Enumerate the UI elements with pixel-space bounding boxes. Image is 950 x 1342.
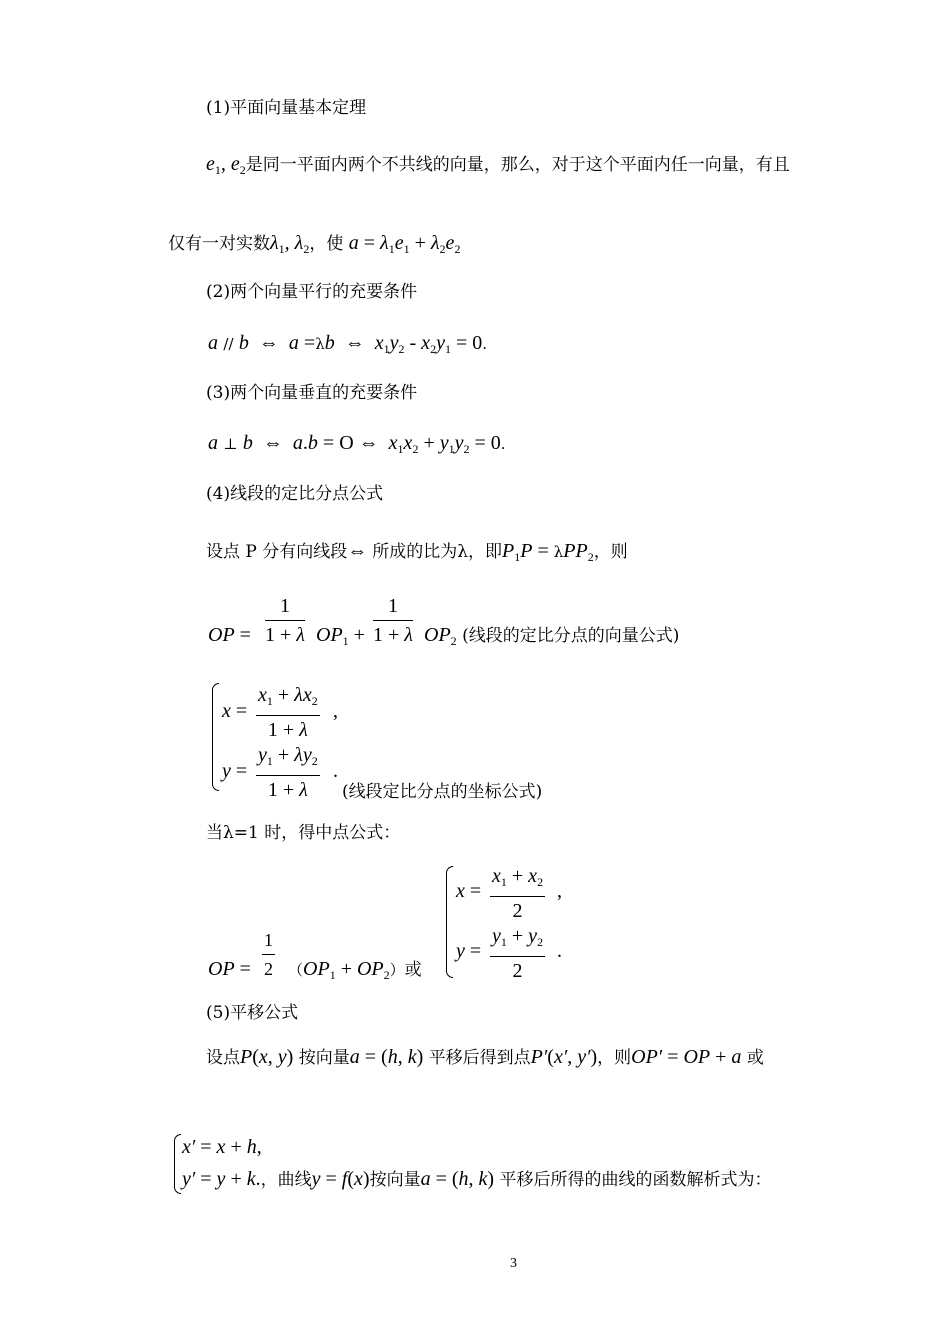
section-4-line-1-b: 所成的比为λ，即 (372, 542, 503, 562)
section-5-line-1-a: 设点 (206, 1048, 240, 1068)
fraction-y-midpoint: $\frac{y_1 + y_2}{2}$ (492, 925, 544, 982)
section-4-line-1-a: 设点 P 分有向线段 (206, 542, 348, 562)
section-5-line-1-c: 平移后得到点 (428, 1048, 531, 1068)
section-5-line-1-e: 或 (746, 1048, 764, 1068)
section-1-title: (1)平面向量基本定理 (206, 98, 367, 118)
section-1-line-2-comma: ，使 (309, 234, 344, 254)
midpoint-vector-formula: OP = (208, 958, 251, 980)
section-5-line-1-b: 按向量 (298, 1048, 350, 1068)
section-4-line-1-c: ，则 (593, 542, 628, 562)
section-5-line-2-b: 按向量 (369, 1170, 421, 1190)
section-point-vector-formula: OP = (208, 624, 251, 646)
midpoint-or-text: 或 (404, 960, 422, 980)
section-1-line-1-text: 是同一平面内两个不共线的向量，那么，对于这个平面内任一向量，有且 (245, 155, 790, 175)
vector-formula-note: (线段的定比分点的向量公式) (462, 626, 680, 646)
coordinate-formula-brace (212, 683, 219, 791)
section-1-line-2: 仅有一对实数$\lambda_1$, $\lambda_2$，使 $a = \lambda_1e_1 + \lambda_2e_2$ (168, 232, 461, 256)
section-4-line-1: 设点 P 分有向线段⇔ 所成的比为λ，即$P_1P = \lambda PP_2$，则 (206, 540, 628, 564)
math-e1-e2: $e_1$, $e_2$ (206, 153, 246, 177)
section-5-line-1-d: ，则 (597, 1048, 632, 1068)
math-lambda-pair: $\lambda_1$, $\lambda_2$ (270, 232, 310, 256)
section-5-title: (5)平移公式 (206, 1003, 299, 1023)
midpoint-formula-brace (446, 866, 453, 978)
fraction-y-section: $\frac{y_1 + \lambda y_2}{1 + \lambda}$ (258, 744, 318, 801)
coordinate-formula-note: (线段定比分点的坐标公式) (342, 782, 543, 802)
page-number: 3 (510, 1256, 517, 1271)
math-ratio-vectors: $P_1P$ (502, 540, 533, 564)
fraction-1-over-1-plus-lambda-b: $\frac{1}{1 + \lambda}$ (373, 595, 413, 646)
fraction-one-half: $\frac{1}{2}$ (264, 930, 273, 979)
section-2-title: (2)两个向量平行的充要条件 (206, 282, 418, 302)
perpendicular-condition-formula: a ⊥ b ⇔ a.b = O ⇔ $x_1x_2 + y_1y_2 = 0$. (208, 432, 506, 456)
section-5-line-2-c: 平移后所得的曲线的函数解析式为： (499, 1170, 772, 1190)
section-5-line-1: 设点P(x, y) 按向量a = (h, k) 平移后得到点P′(x′, y′)，则OP′ = OP + a 或 (206, 1046, 764, 1068)
translation-formula-brace (174, 1134, 181, 1194)
fraction-x-section: $\frac{x_1 + \lambda x_2}{1 + \lambda}$ (258, 684, 318, 741)
section-4-title: (4)线段的定比分点公式 (206, 484, 384, 504)
section-5-line-2-a: ，曲线 (260, 1170, 312, 1190)
section-1-line-1 (206, 153, 790, 181)
section-1-line-2-text: 仅有一对实数 (168, 234, 270, 254)
math-decomposition: a (348, 232, 359, 254)
section-5-line-2: y′ = y + k.，曲线y = f(x)按向量a = (h, k) 平移后所得的曲线的函数解析式为： (182, 1168, 772, 1190)
fraction-1-over-1-plus-lambda-a: $\frac{1}{1 + \lambda}$ (265, 595, 305, 646)
midpoint-intro: 当λ=1 时，得中点公式： (206, 823, 401, 843)
fraction-x-midpoint: $\frac{x_1 + x_2}{2}$ (492, 865, 544, 922)
section-3-title: (3)两个向量垂直的充要条件 (206, 383, 418, 403)
parallel-condition-formula: a // b ⇔ a =λb ⇔ $x_1y_2 - x_2y_1 = 0$. (208, 332, 488, 356)
